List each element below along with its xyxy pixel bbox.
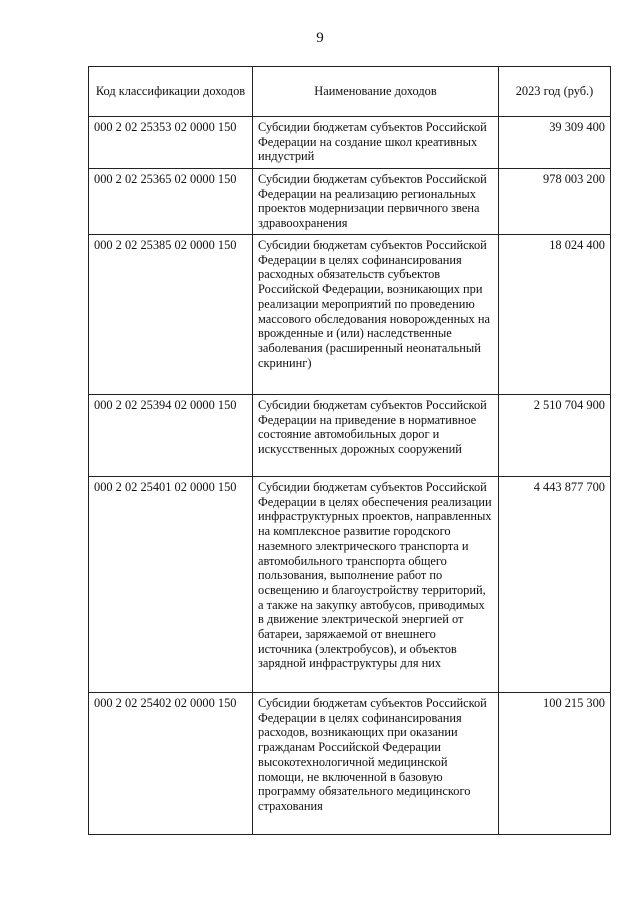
page-number: 9 xyxy=(316,30,324,46)
row-name: Субсидии бюджетам субъектов Российской Федерации на приведение в нормативное состояние автомобильных дорог и искусственных дорожных сооружений xyxy=(253,395,499,477)
row-code: 000 2 02 25365 02 0000 150 xyxy=(89,169,253,235)
table-row xyxy=(89,169,611,235)
row-name: Субсидии бюджетам субъектов Российской Федерации в целях софинансирования расходов, возникающих при оказании гражданам Российской Федерации высокотехнологичной медицинской помощи, не включенной в базовую программу обязательного медицинского страхования xyxy=(253,693,499,835)
table-row xyxy=(89,117,611,169)
table-row xyxy=(89,395,611,477)
table-row xyxy=(89,477,611,693)
table-row xyxy=(89,693,611,835)
table-row xyxy=(89,235,611,395)
row-amount: 39 309 400 xyxy=(499,117,611,169)
row-name: Субсидии бюджетам субъектов Российской Федерации на реализацию региональных проектов модернизации первичного звена здравоохранения xyxy=(253,169,499,235)
row-code: 000 2 02 25402 02 0000 150 xyxy=(89,693,253,835)
row-code: 000 2 02 25394 02 0000 150 xyxy=(89,395,253,477)
row-name: Субсидии бюджетам субъектов Российской Федерации в целях обеспечения реализации инфраструктурных проектов, направленных на комплексное развитие городского наземного электрического транспорта и автомобильного транспорта общего пользования, выполнение работ по освещению и благоустройству территорий, а также на закупку автобусов, приводимых в движение электрической энергией от батареи, заряжаемой от внешнего источника (электробусов), и объектов зарядной инфраструктуры для них xyxy=(253,477,499,693)
table-header-row xyxy=(89,67,611,117)
row-code: 000 2 02 25353 02 0000 150 xyxy=(89,117,253,169)
row-amount: 100 215 300 xyxy=(499,693,611,835)
row-name: Субсидии бюджетам субъектов Российской Федерации в целях софинансирования расходных обязательств субъектов Российской Федерации, возникающих при реализации мероприятий по проведению массового обследования новорожденных на врожденные и (или) наследственные заболевания (расширенный неонатальный скрининг) xyxy=(253,235,499,395)
header-name: Наименование доходов xyxy=(253,67,499,117)
row-name: Субсидии бюджетам субъектов Российской Федерации на создание школ креативных индустрий xyxy=(253,117,499,169)
header-amount: 2023 год (руб.) xyxy=(499,67,611,117)
row-amount: 978 003 200 xyxy=(499,169,611,235)
row-amount: 4 443 877 700 xyxy=(499,477,611,693)
header-code: Код классификации доходов xyxy=(89,67,253,117)
row-amount: 2 510 704 900 xyxy=(499,395,611,477)
row-code: 000 2 02 25401 02 0000 150 xyxy=(89,477,253,693)
row-code: 000 2 02 25385 02 0000 150 xyxy=(89,235,253,395)
row-amount: 18 024 400 xyxy=(499,235,611,395)
revenue-table xyxy=(88,66,611,835)
